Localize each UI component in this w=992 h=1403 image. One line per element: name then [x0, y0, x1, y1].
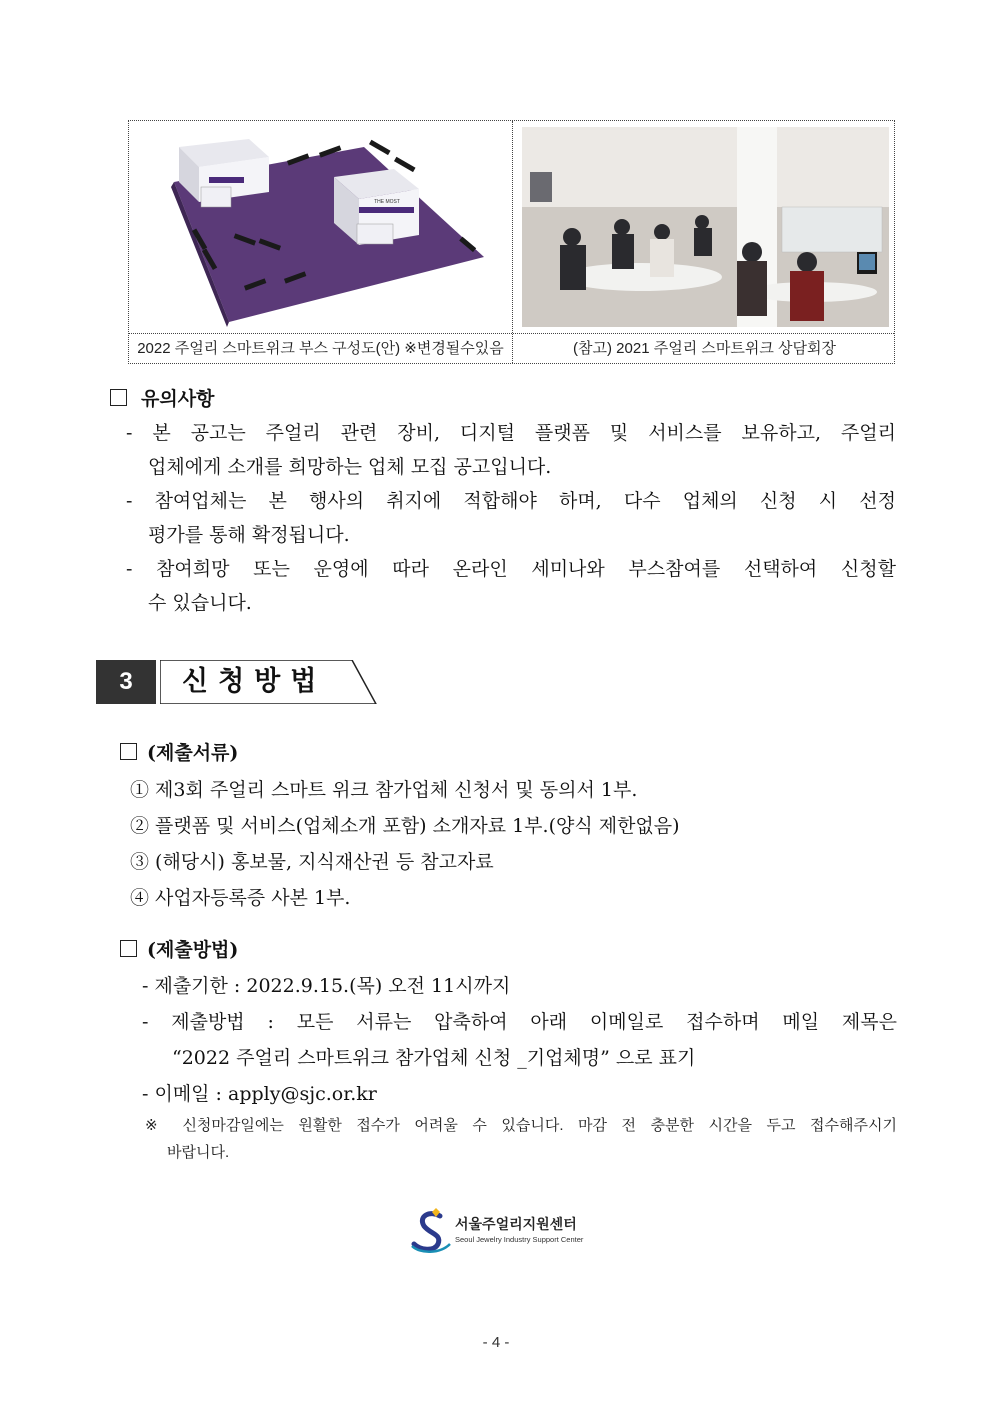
notice-heading-text: 유의사항: [141, 388, 215, 410]
document-item: ② 플랫폼 및 서비스(업체소개 포함) 소개자료 1부.(양식 제한없음): [130, 815, 680, 837]
documents-list: [130, 772, 680, 916]
square-bullet-icon: [110, 389, 127, 406]
hall-caption: (참고) 2021 주얼리 스마트위크 상담회장: [573, 340, 836, 357]
note-line: 바랍니다.: [167, 1144, 230, 1161]
notice-item-line: - 참여업체는 본 행사의 취지에 적합해야 하며, 다수 업체의 신청 시 선정: [126, 490, 896, 512]
note-line: ※ 신청마감일에는 원활한 접수가 어려울 수 있습니다. 마감 전 충분한 시간을 두고 접수해주시기: [145, 1117, 897, 1134]
documents-heading: [120, 738, 238, 765]
booth-sign-text: THE MOST: [374, 199, 400, 205]
sjc-logo-icon: [410, 1208, 452, 1256]
document-item: ③ (해당시) 홍보물, 지식재산권 등 참고자료: [130, 851, 494, 873]
booth-layout-image: [139, 127, 504, 327]
deadline-note: [145, 1112, 897, 1166]
method-email: - 이메일 : apply@sjc.or.kr: [142, 1083, 377, 1105]
method-list: [142, 968, 897, 1112]
consultation-hall-photo: [522, 127, 889, 327]
section-number: 3: [96, 660, 156, 704]
notice-item-line: 평가를 통해 확정됩니다.: [148, 524, 350, 546]
logo-name-english: Seoul Jewelry Industry Support Center: [455, 1235, 584, 1244]
section-title-box: [160, 660, 380, 704]
image-table: [128, 120, 895, 364]
document-item: ④ 사업자등록증 사본 1부.: [130, 887, 351, 909]
organization-logo: [410, 1208, 600, 1258]
notice-item-line: 업체에게 소개를 희망하는 업체 모집 공고입니다.: [148, 456, 552, 478]
documents-heading-text: (제출서류): [147, 742, 239, 764]
booth-caption: 2022 주얼리 스마트위크 부스 구성도(안) ※변경될수있음: [137, 340, 504, 357]
table-divider: [512, 121, 513, 363]
method-how-line: “2022 주얼리 스마트위크 참가업체 신청 _기업체명” 으로 표기: [172, 1047, 696, 1069]
notice-item-line: 수 있습니다.: [148, 592, 252, 614]
notice-item: [126, 416, 896, 620]
page-number: - 4 -: [482, 1334, 510, 1351]
square-bullet-icon: [120, 743, 137, 760]
document-item: ① 제3회 주얼리 스마트 위크 참가업체 신청서 및 동의서 1부.: [130, 779, 638, 801]
method-heading-text: (제출방법): [147, 939, 239, 961]
notice-heading: [110, 384, 214, 411]
section-title: 신청방법: [182, 666, 327, 697]
notice-item-line: - 본 공고는 주얼리 관련 장비, 디지털 플랫폼 및 서비스를 보유하고, 주얼리: [126, 422, 896, 444]
method-heading: [120, 935, 238, 962]
method-deadline: - 제출기한 : 2022.9.15.(목) 오전 11시까지: [142, 975, 511, 997]
method-how-line: - 제출방법 : 모든 서류는 압축하여 아래 이메일로 접수하며 메일 제목은: [142, 1011, 897, 1033]
logo-name-korean: 서울주얼리지원센터: [455, 1217, 577, 1233]
square-bullet-icon: [120, 940, 137, 957]
notice-item-line: - 참여희망 또는 운영에 따라 온라인 세미나와 부스참여를 선택하여 신청할: [126, 558, 896, 580]
